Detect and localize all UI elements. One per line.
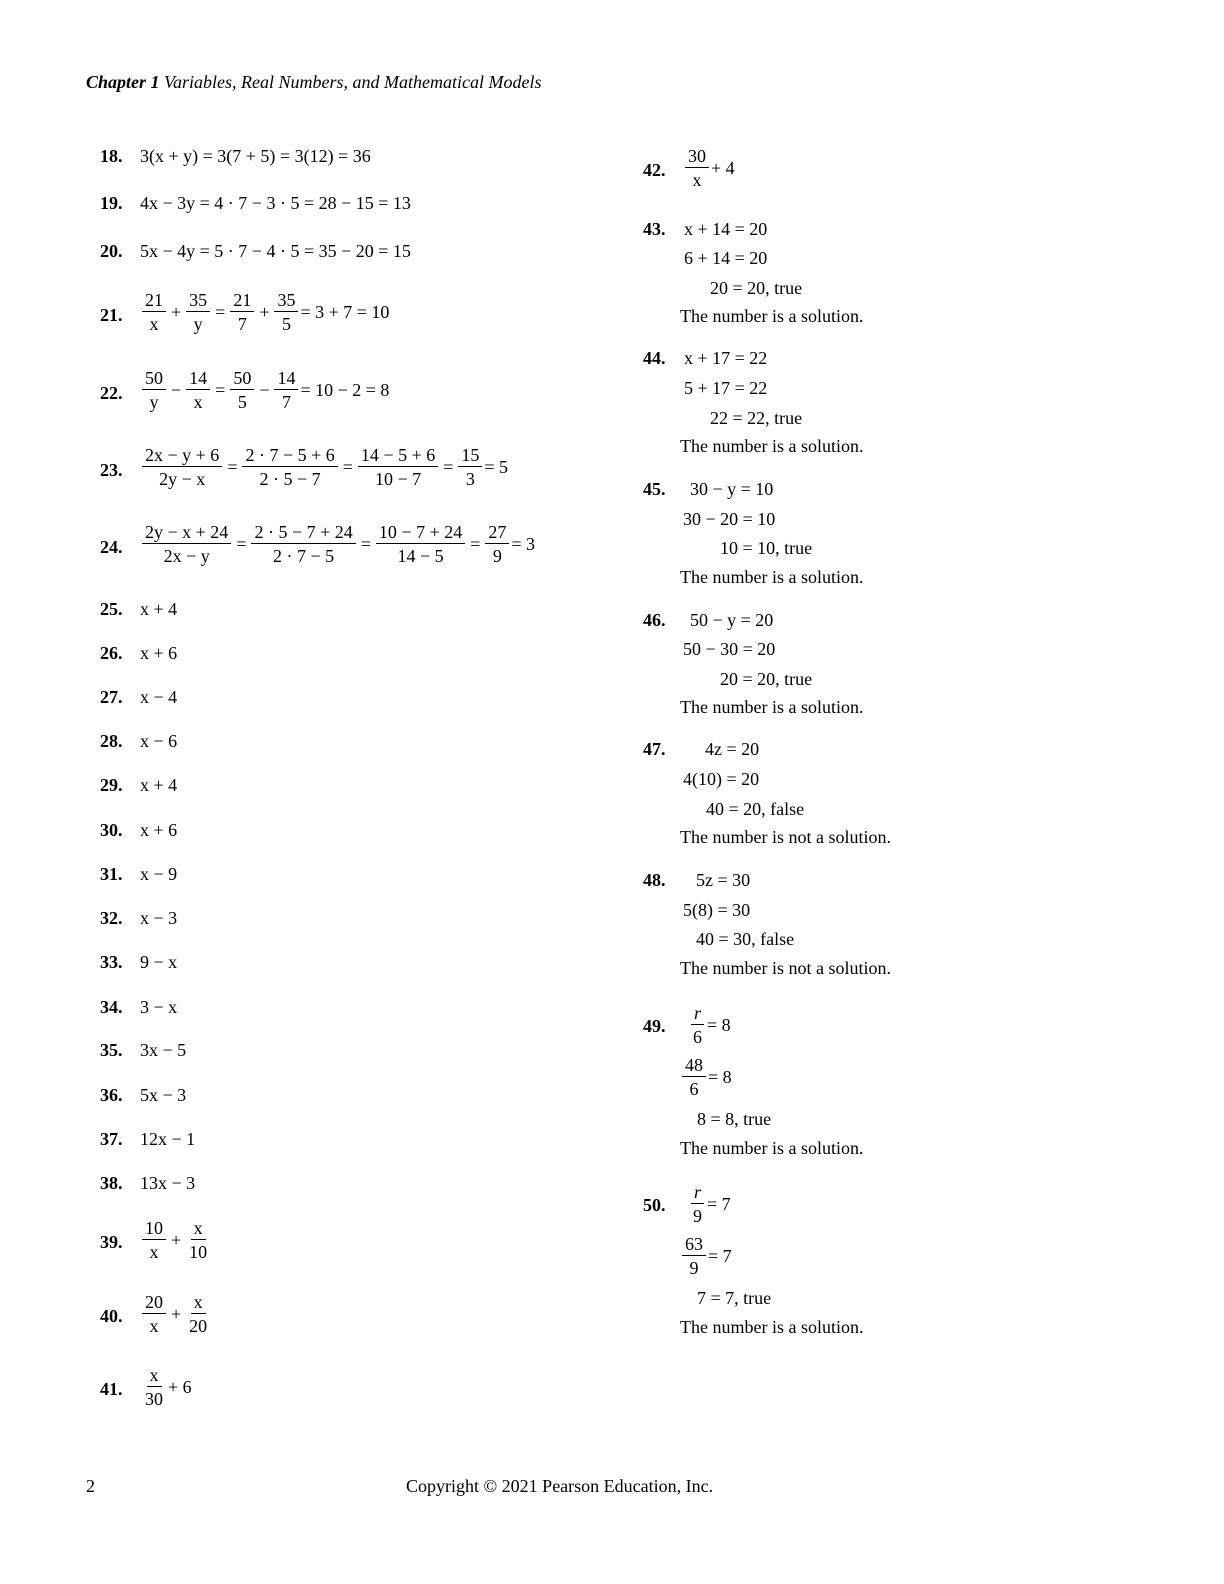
expression: 5x − 4y = 5 · 7 − 4 · 5 = 35 − 20 = 15: [140, 241, 411, 261]
problem-number: 45.: [643, 479, 666, 499]
problem-number: 33.: [100, 952, 123, 972]
fraction: $\frac{35}{y}$: [186, 290, 210, 334]
equation-line: $\frac{r}{9}$ = 7: [688, 1182, 731, 1226]
fraction: $\frac{63}{9}$: [682, 1234, 706, 1278]
problem-number: 50.: [643, 1195, 666, 1215]
conclusion-line: The number is a solution.: [680, 1138, 864, 1158]
fraction: $\frac{r}{9}$: [690, 1182, 705, 1226]
problem-number: 43.: [643, 219, 666, 239]
expression: 21 x + $\frac{35}{y}$ = $\frac{21}{7}$ + $\frac{35}{5}$ = 3 + 7 = 10: [140, 290, 389, 334]
expression: [683, 146, 735, 190]
check-line: 20 = 20, true: [710, 278, 803, 298]
fraction: 20 x: [142, 1292, 166, 1336]
problem-number: 36.: [100, 1085, 123, 1105]
fraction: $\frac{48}{6}$: [682, 1055, 706, 1099]
problem-number: 35.: [100, 1040, 123, 1060]
expression-tail: = 10 − 2 = 8: [300, 380, 390, 400]
substitution-line: 5(8) = 30: [683, 900, 751, 920]
check-line: 40 = 20, false: [706, 799, 805, 819]
fraction: $\frac{15}{3}$: [458, 445, 482, 489]
fraction: $\frac{r}{6}$: [690, 1003, 705, 1047]
expression: x + 4: [140, 775, 178, 795]
expression: 3x − 5: [140, 1040, 187, 1060]
fraction: $\frac{x}{20}$: [189, 1292, 208, 1336]
expression: 50 y − $\frac{14}{x}$ = $\frac{50}{5}$ − $\frac{14}{7}$ = 10 − 2 = 8: [140, 368, 389, 412]
copyright: Copyright © 2021 Pearson Education, Inc.: [406, 1476, 714, 1496]
problem-number: 37.: [100, 1129, 123, 1149]
expression: 12x − 1: [140, 1129, 196, 1149]
problem-number: 38.: [100, 1173, 123, 1193]
substitution-line: 30 − 20 = 10: [683, 509, 776, 529]
conclusion-line: The number is a solution.: [680, 697, 864, 717]
problem-40: [100, 1292, 300, 1342]
problem-number: 34.: [100, 997, 123, 1017]
expression: 4x − 3y = 4 · 7 − 3 · 5 = 28 − 15 = 13: [140, 193, 411, 213]
equation-line: 30 − y = 10: [690, 479, 774, 499]
fraction: $\frac{10 - 7 + 24}{14 - 5}$: [376, 522, 465, 566]
fraction: $\frac{14}{x}$: [186, 368, 210, 412]
fraction: $\frac{2 \cdot 7 - 5 + 6}{2 \cdot 5 - 7}$: [242, 445, 337, 489]
problem-number: 20.: [100, 241, 123, 261]
problem-number: 24.: [100, 537, 123, 557]
problem-number: 21.: [100, 305, 123, 325]
problem-number: 40.: [100, 1306, 123, 1326]
problem-21: [100, 290, 500, 340]
expression: 10 x + $\frac{x}{10}$: [140, 1218, 212, 1262]
conclusion-line: The number is not a solution.: [680, 827, 891, 847]
check-line: 40 = 30, false: [696, 929, 795, 949]
expression: 3 − x: [140, 997, 178, 1017]
expression: 13x − 3: [140, 1173, 196, 1193]
problem-number: 46.: [643, 610, 666, 630]
problem-41: [100, 1365, 300, 1415]
fraction: $\frac{x}{10}$: [189, 1218, 208, 1262]
conclusion-line: The number is a solution.: [680, 306, 864, 326]
substitution-line: $\frac{63}{9}$ = 7: [680, 1234, 732, 1278]
fraction: $\frac{2y - x + 24}{2x - y}$: [142, 522, 231, 566]
problem-number: 26.: [100, 643, 123, 663]
expression-tail: + 6: [168, 1377, 192, 1397]
expression-tail: = 3 + 7 = 10: [300, 302, 390, 322]
check-line: 22 = 22, true: [710, 408, 803, 428]
problem-number: 28.: [100, 731, 123, 751]
fraction: $\frac{14}{7}$: [274, 368, 298, 412]
chapter-label: Chapter 1: [86, 72, 160, 92]
fraction: $\frac{21}{7}$: [230, 290, 254, 334]
expression-tail: = 3: [511, 534, 536, 554]
page-header: [86, 72, 541, 93]
problem-number: 47.: [643, 739, 666, 759]
problem-number: 30.: [100, 820, 123, 840]
fraction: 50 y: [142, 368, 166, 412]
expression: x − 6: [140, 731, 178, 751]
expression: x − 4: [140, 687, 178, 707]
expression: $\frac{2x - y + 6}{2y - x}$ = $\frac{2 \cdot 7 - 5 + 6}{2 \cdot 5 - 7}$ = $\frac{14 - 5 + 6}{10 - 7}$ = $\frac{15}{3}$ = 5: [140, 445, 508, 489]
expression: $\frac{2y - x + 24}{2x - y}$ = $\frac{2 \cdot 5 - 7 + 24}{2 \cdot 7 - 5}$ = $\frac{10 - 7 + 24}{14 - 5}$ = $\frac{27}{9}$ = 3: [140, 522, 535, 566]
equation-line: 4z = 20: [705, 739, 760, 759]
expression: x + 4: [140, 599, 178, 619]
problem-number: 44.: [643, 348, 666, 368]
expression: 20 x + $\frac{x}{20}$: [140, 1292, 212, 1336]
equation-line: $\frac{r}{6}$ = 8: [688, 1003, 731, 1047]
expression-tail: + 4: [711, 158, 735, 178]
problem-number: 49.: [643, 1016, 666, 1036]
problem-number: 41.: [100, 1379, 123, 1399]
conclusion-line: The number is a solution.: [680, 436, 864, 456]
problem-number: 27.: [100, 687, 123, 707]
equation-line: 5z = 30: [696, 870, 751, 890]
conclusion-line: The number is not a solution.: [680, 958, 891, 978]
check-line: 20 = 20, true: [720, 669, 813, 689]
problem-number: 39.: [100, 1232, 123, 1252]
expression: 9 − x: [140, 952, 178, 972]
expression: x − 9: [140, 864, 178, 884]
problem-22: [100, 368, 500, 418]
expression-tail: = 5: [484, 457, 509, 477]
substitution-line: 6 + 14 = 20: [684, 248, 768, 268]
check-line: 8 = 8, true: [697, 1109, 772, 1129]
equation-line: x + 17 = 22: [684, 348, 768, 368]
fraction: $\frac{35}{5}$: [274, 290, 298, 334]
chapter-title: Variables, Real Numbers, and Mathematical Models: [164, 72, 542, 92]
expression: x + 6: [140, 643, 178, 663]
check-line: 10 = 10, true: [720, 538, 813, 558]
fraction: $\frac{27}{9}$: [485, 522, 509, 566]
expression: 5x − 3: [140, 1085, 187, 1105]
expression: x + 6: [140, 820, 178, 840]
problem-39: [100, 1218, 300, 1268]
problem-number: 48.: [643, 870, 666, 890]
substitution-line: $\frac{48}{6}$ = 8: [680, 1055, 732, 1099]
equation-line: 50 − y = 20: [690, 610, 774, 630]
check-line: 7 = 7, true: [697, 1288, 772, 1308]
problem-number: 19.: [100, 193, 123, 213]
fraction: 21 x: [142, 290, 166, 334]
expression: [140, 1365, 192, 1409]
fraction: $\frac{2 \cdot 5 - 7 + 24}{2 \cdot 7 - 5}$: [251, 522, 355, 566]
problem-23: [100, 445, 560, 495]
page-number: 2: [86, 1476, 95, 1496]
substitution-line: 4(10) = 20: [683, 769, 760, 789]
fraction: 10 x: [142, 1218, 166, 1262]
conclusion-line: The number is a solution.: [680, 567, 864, 587]
problem-number: 22.: [100, 383, 123, 403]
fraction: $\frac{14 - 5 + 6}{10 - 7}$: [358, 445, 438, 489]
problem-24: [100, 522, 570, 572]
expression: x − 3: [140, 908, 178, 928]
conclusion-line: The number is a solution.: [680, 1317, 864, 1337]
fraction: x 30: [145, 1365, 163, 1409]
fraction: $\frac{50}{5}$: [230, 368, 254, 412]
substitution-line: 5 + 17 = 22: [684, 378, 768, 398]
equation-line: x + 14 = 20: [684, 219, 768, 239]
problem-number: 29.: [100, 775, 123, 795]
fraction: 30 x: [685, 146, 709, 190]
problem-number: 31.: [100, 864, 123, 884]
problem-number: 32.: [100, 908, 123, 928]
problem-42: [643, 146, 843, 196]
problem-number: 23.: [100, 460, 123, 480]
expression: 3(x + y) = 3(7 + 5) = 3(12) = 36: [140, 146, 371, 166]
problem-number: 42.: [643, 160, 666, 180]
problem-number: 25.: [100, 599, 123, 619]
fraction: $\frac{2x - y + 6}{2y - x}$: [142, 445, 222, 489]
substitution-line: 50 − 30 = 20: [683, 639, 776, 659]
problem-number: 18.: [100, 146, 123, 166]
